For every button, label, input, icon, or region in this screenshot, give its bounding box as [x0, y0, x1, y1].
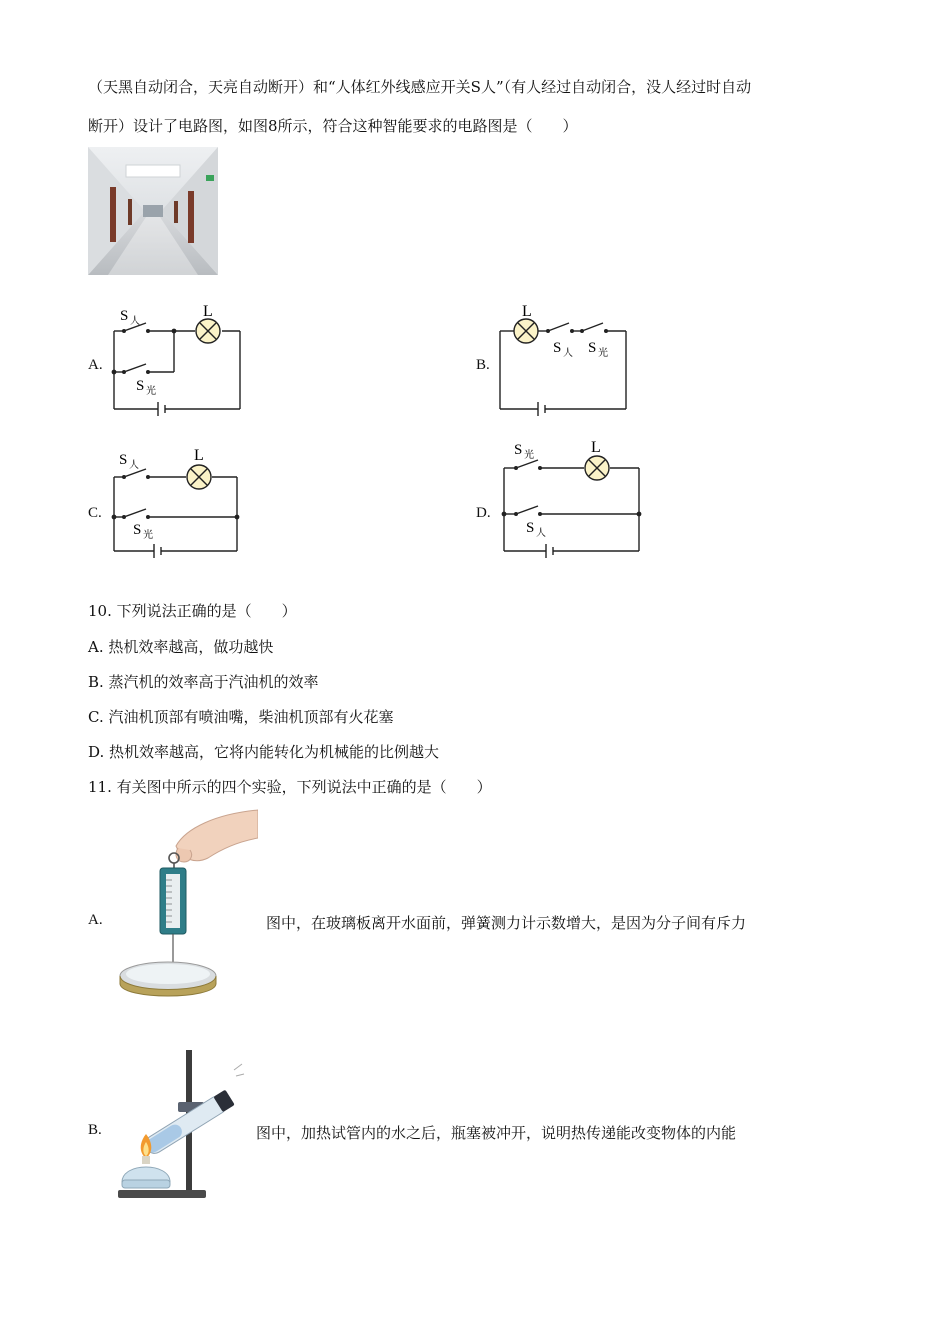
q10-stem: 10. 下列说法正确的是（ ）	[88, 602, 297, 620]
circuit-a-label: A.	[88, 357, 103, 373]
circuit-d-s1-symbol: S	[514, 442, 523, 458]
circuit-b-s2-symbol: S	[588, 340, 597, 356]
circuit-b-diagram	[492, 298, 642, 418]
circuit-b-s1-subscript: 人	[563, 348, 573, 359]
q9-stem-line2: 断开）设计了电路图，如图8所示，符合这种智能要求的电路图是（ ）	[88, 117, 578, 135]
circuit-b-lamp-label: L	[522, 303, 532, 320]
q9-stem-line1: （天黑自动闭合，天亮自动断开）和“人体红外线感应开关S人”（有人经过自动闭合，没人经过时自动	[88, 78, 752, 96]
circuit-c-s1-symbol: S	[119, 452, 128, 468]
circuit-b-label: B.	[476, 357, 490, 373]
q11-option-b-label: B.	[88, 1122, 102, 1138]
q10-option-b: B. 蒸汽机的效率高于汽油机的效率	[88, 673, 319, 691]
circuit-c-lamp-label: L	[194, 447, 204, 464]
circuit-d-lamp-label: L	[591, 439, 601, 456]
circuit-b-s2-subscript: 光	[598, 348, 608, 359]
test-tube-heating-experiment-image	[112, 1046, 246, 1202]
circuit-d-diagram	[490, 434, 650, 560]
q10-option-a: A. 热机效率越高，做功越快	[88, 638, 274, 656]
corridor-photo	[88, 147, 218, 275]
circuit-c-s2-subscript: 光	[143, 530, 153, 541]
circuit-a-s1-symbol: S	[120, 308, 129, 324]
circuit-c-s1-subscript: 人	[129, 460, 139, 471]
circuit-c-diagram	[100, 440, 250, 560]
q11-option-a-label: A.	[88, 912, 103, 928]
circuit-a-s2-symbol: S	[136, 378, 145, 394]
circuit-a-s2-subscript: 光	[146, 386, 156, 397]
circuit-d-s2-symbol: S	[526, 520, 535, 536]
circuit-b-s1-symbol: S	[553, 340, 562, 356]
circuit-a-s1-subscript: 人	[130, 316, 140, 327]
circuit-d-s1-subscript: 光	[524, 450, 534, 461]
circuit-d-s2-subscript: 人	[536, 528, 546, 539]
q10-option-c: C. 汽油机顶部有喷油嘴，柴油机顶部有火花塞	[88, 708, 394, 726]
circuit-a-lamp-label: L	[203, 303, 213, 320]
circuit-c-s2-symbol: S	[133, 522, 142, 538]
circuit-c-label: C.	[88, 505, 102, 521]
circuit-d-label: D.	[476, 505, 491, 521]
q11-option-b-text: 图中，加热试管内的水之后，瓶塞被冲开，说明热传递能改变物体的内能	[256, 1124, 737, 1142]
q10-option-d: D. 热机效率越高，它将内能转化为机械能的比例越大	[88, 743, 440, 761]
q11-option-a-text: 图中，在玻璃板离开水面前，弹簧测力计示数增大，是因为分子间有斥力	[266, 914, 747, 932]
circuit-a-diagram	[100, 298, 250, 418]
spring-scale-experiment-image	[116, 808, 258, 1000]
q11-stem: 11. 有关图中所示的四个实验，下列说法中正确的是（ ）	[88, 778, 492, 796]
